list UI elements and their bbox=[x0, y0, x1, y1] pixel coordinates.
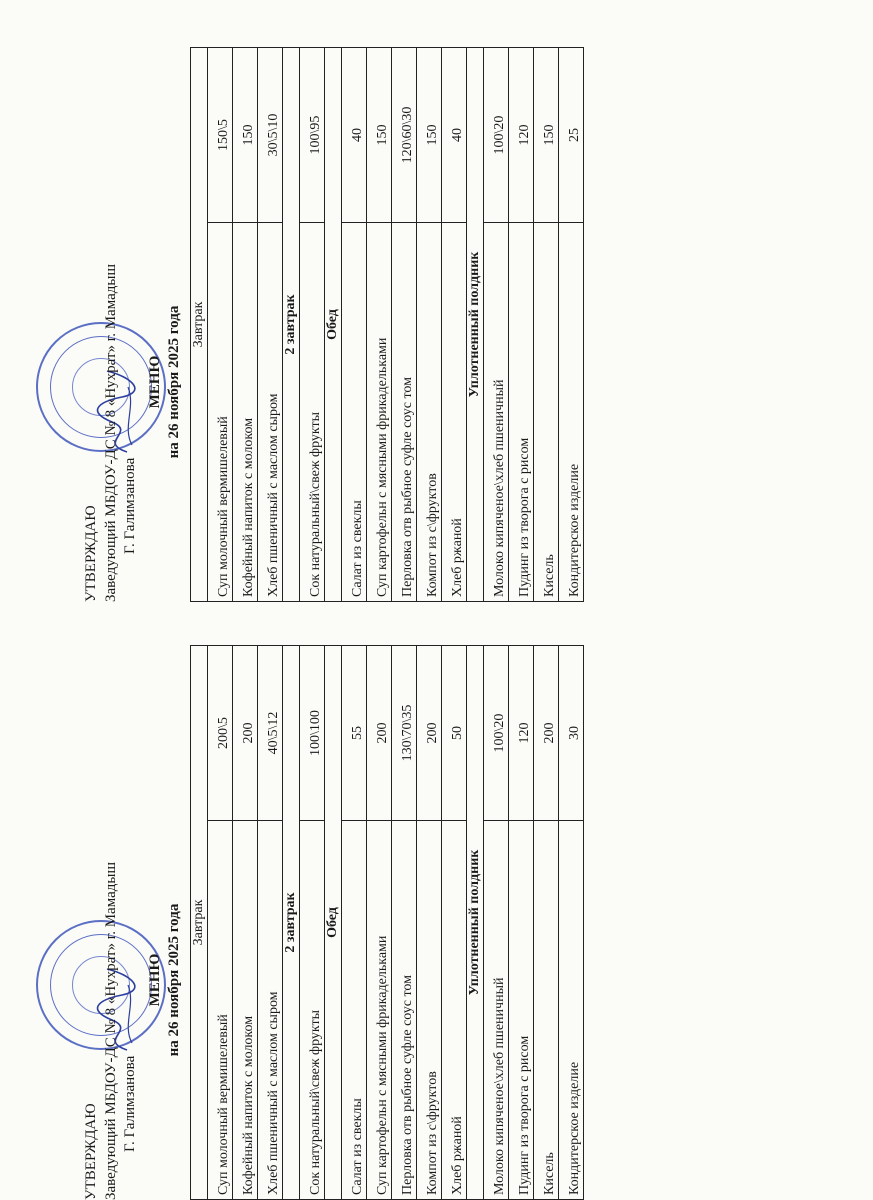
portion-size: 150 bbox=[534, 48, 559, 223]
approval-head-name: Г. Галимзанова bbox=[122, 457, 138, 554]
table-row bbox=[509, 48, 534, 602]
menu-table bbox=[190, 47, 584, 602]
table-row bbox=[208, 48, 233, 602]
table-row bbox=[342, 646, 367, 1200]
table-row bbox=[559, 646, 584, 1200]
meal-section-title: Уплотненный полдник bbox=[467, 646, 484, 1200]
meal-section-row bbox=[325, 646, 342, 1200]
dish-name: Сок натуральный\свеж фрукты bbox=[300, 223, 325, 602]
menu-copy-nursery bbox=[80, 640, 582, 1200]
menu-date: на 26 ноября 2025 года bbox=[165, 305, 182, 459]
dish-name: Салат из свеклы bbox=[342, 223, 367, 602]
dish-name: Молоко кипяченое\хлеб пшеничный bbox=[484, 821, 509, 1200]
dish-name: Кисель bbox=[534, 821, 559, 1200]
portion-size: 150 bbox=[233, 48, 258, 223]
dish-name: Кондитерское изделие bbox=[559, 821, 584, 1200]
dish-name: Компот из с\фруктов bbox=[417, 821, 442, 1200]
portion-size: 30\5\10 bbox=[258, 48, 283, 223]
portion-size: 40 bbox=[442, 48, 467, 223]
menu-copy-older-group bbox=[80, 42, 582, 602]
portion-size: 100\95 bbox=[300, 48, 325, 223]
portion-size: 200 bbox=[367, 646, 392, 821]
dish-name: Кондитерское изделие bbox=[559, 223, 584, 602]
dish-name: Сок натуральный\свеж фрукты bbox=[300, 821, 325, 1200]
portion-size: 40\5\12 bbox=[258, 646, 283, 821]
dish-name: Суп картофельн с мясными фрикадельками bbox=[367, 821, 392, 1200]
meal-section-row bbox=[467, 48, 484, 602]
portion-size: 30 bbox=[559, 646, 584, 821]
portion-size: 40 bbox=[342, 48, 367, 223]
dish-name: Молоко кипяченое\хлеб пшеничный bbox=[484, 223, 509, 602]
portion-size: 50 bbox=[442, 646, 467, 821]
portion-size: 150\5 bbox=[208, 48, 233, 223]
portion-size: 150 bbox=[367, 48, 392, 223]
portion-size: 55 bbox=[342, 646, 367, 821]
table-row bbox=[442, 48, 467, 602]
approval-head-name: Г. Галимзанова bbox=[122, 1055, 138, 1152]
dish-name: Хлеб ржаной bbox=[442, 223, 467, 602]
portion-size: 100\100 bbox=[300, 646, 325, 821]
table-row bbox=[484, 48, 509, 602]
meal-section-title: Уплотненный полдник bbox=[467, 48, 484, 602]
approval-block bbox=[82, 862, 141, 1200]
table-row bbox=[559, 48, 584, 602]
table-row bbox=[417, 48, 442, 602]
menu-heading bbox=[146, 760, 184, 1200]
meal-section-title: Обед bbox=[325, 646, 342, 1200]
portion-size: 120\60\30 bbox=[392, 48, 417, 223]
table-row bbox=[534, 48, 559, 602]
portion-size: 100\20 bbox=[484, 646, 509, 821]
meal-section-title: Обед bbox=[325, 48, 342, 602]
approval-head-position: Заведующий МБДОУ-ДС № 8 «Нухрат» г. Мамадыш bbox=[102, 263, 119, 602]
menu-title: МЕНЮ bbox=[147, 953, 163, 1007]
portion-size: 130\70\35 bbox=[392, 646, 417, 821]
table-row bbox=[342, 48, 367, 602]
dish-name: Суп картофельн с мясными фрикадельками bbox=[367, 223, 392, 602]
table-row bbox=[509, 646, 534, 1200]
meal-section-row bbox=[191, 48, 208, 602]
table-row bbox=[442, 646, 467, 1200]
meal-section-row bbox=[191, 646, 208, 1200]
menu-date: на 26 ноября 2025 года bbox=[165, 903, 182, 1057]
table-row bbox=[208, 646, 233, 1200]
meal-section-row bbox=[467, 646, 484, 1200]
portion-size: 200\5 bbox=[208, 646, 233, 821]
dish-name: Салат из свеклы bbox=[342, 821, 367, 1200]
dish-name: Хлеб ржаной bbox=[442, 821, 467, 1200]
meal-section-title: 2 завтрак bbox=[283, 646, 300, 1200]
portion-size: 150 bbox=[417, 48, 442, 223]
dish-name: Пудинг из творога с рисом bbox=[509, 223, 534, 602]
table-row bbox=[300, 646, 325, 1200]
dish-name: Кофейный напиток с молоком bbox=[233, 821, 258, 1200]
table-row bbox=[300, 48, 325, 602]
meal-section-title: Завтрак bbox=[191, 48, 208, 602]
dish-name: Кисель bbox=[534, 223, 559, 602]
portion-size: 200 bbox=[417, 646, 442, 821]
table-row bbox=[392, 48, 417, 602]
dish-name: Компот из с\фруктов bbox=[417, 223, 442, 602]
portion-size: 120 bbox=[509, 646, 534, 821]
table-row bbox=[417, 646, 442, 1200]
table-row bbox=[484, 646, 509, 1200]
approval-title: УТВЕРЖДАЮ bbox=[83, 505, 99, 602]
table-row bbox=[258, 646, 283, 1200]
menu-table bbox=[190, 645, 584, 1200]
portion-size: 25 bbox=[559, 48, 584, 223]
meal-section-title: 2 завтрак bbox=[283, 48, 300, 602]
portion-size: 200 bbox=[534, 646, 559, 821]
table-row bbox=[367, 646, 392, 1200]
menu-heading bbox=[146, 162, 184, 602]
meal-section-row bbox=[283, 48, 300, 602]
table-row bbox=[534, 646, 559, 1200]
approval-title: УТВЕРЖДАЮ bbox=[83, 1103, 99, 1200]
table-row bbox=[233, 646, 258, 1200]
table-row bbox=[233, 48, 258, 602]
meal-section-title: Завтрак bbox=[191, 646, 208, 1200]
dish-name: Кофейный напиток с молоком bbox=[233, 223, 258, 602]
portion-size: 120 bbox=[509, 48, 534, 223]
dish-name: Хлеб пшеничный с маслом сыром bbox=[258, 223, 283, 602]
dish-name: Перловка отв рыбное суфле соус том bbox=[392, 223, 417, 602]
dish-name: Перловка отв рыбное суфле соус том bbox=[392, 821, 417, 1200]
dish-name: Пудинг из творога с рисом bbox=[509, 821, 534, 1200]
portion-size: 100\20 bbox=[484, 48, 509, 223]
dish-name: Хлеб пшеничный с маслом сыром bbox=[258, 821, 283, 1200]
table-row bbox=[367, 48, 392, 602]
table-row bbox=[392, 646, 417, 1200]
menu-title: МЕНЮ bbox=[147, 355, 163, 409]
dish-name: Суп молочный вермишелевый bbox=[208, 821, 233, 1200]
meal-section-row bbox=[325, 48, 342, 602]
approval-block bbox=[82, 264, 141, 602]
table-row bbox=[258, 48, 283, 602]
portion-size: 200 bbox=[233, 646, 258, 821]
approval-head-position: Заведующий МБДОУ-ДС № 8 «Нухрат» г. Мамадыш bbox=[102, 861, 119, 1200]
dish-name: Суп молочный вермишелевый bbox=[208, 223, 233, 602]
meal-section-row bbox=[283, 646, 300, 1200]
